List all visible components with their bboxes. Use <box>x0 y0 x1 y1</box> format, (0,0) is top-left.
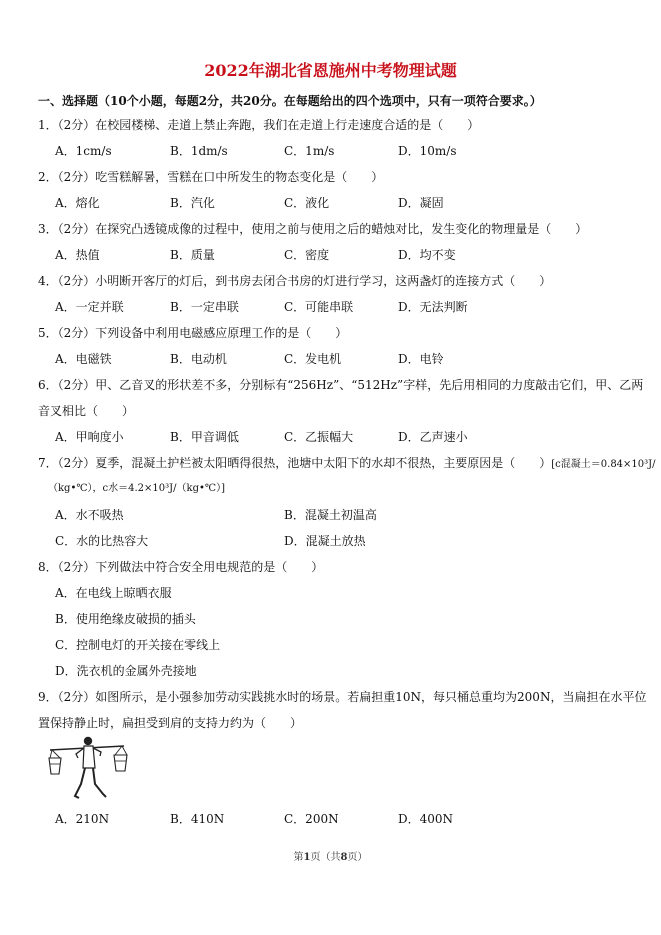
question-4-stem: 4．（2分）小明断开客厅的灯后，到书房去闭合书房的灯进行学习，这两盏灯的连接方式（ ） <box>38 274 552 288</box>
question-4-options <box>55 300 615 314</box>
question-9-stem-cont: 置保持静止时，扁担受到肩的支持力约为（ ） <box>38 716 303 730</box>
question-8-option-b-row <box>55 612 615 626</box>
question-3-options <box>55 248 615 262</box>
question-8-option-d-row <box>55 664 615 678</box>
option-a[interactable]: A．热值 <box>55 248 100 262</box>
option-d[interactable]: D．电铃 <box>398 352 444 366</box>
page-footer <box>0 848 661 863</box>
question-7-options-row1 <box>55 508 615 522</box>
footer-mid: 页（共 <box>310 852 341 863</box>
question-7-stem <box>38 456 656 472</box>
option-d[interactable]: D．洗衣机的金属外壳接地 <box>55 664 197 678</box>
question-7-constant: [c混凝土＝0.84×10³J/ <box>551 459 656 470</box>
option-a[interactable]: A．210N <box>55 812 110 826</box>
option-b[interactable]: B．使用绝缘皮破损的插头 <box>55 612 196 626</box>
question-5-options <box>55 352 615 366</box>
question-9-options <box>55 812 615 826</box>
question-7-stem-cont: （kg•℃），c水＝4.2×10³J/（kg•℃）] <box>48 483 225 494</box>
carrying-water-figure <box>48 736 128 804</box>
option-a[interactable]: A．1cm/s <box>55 144 112 158</box>
option-b[interactable]: B．质量 <box>170 248 215 262</box>
question-5-stem: 5．（2分）下列设备中利用电磁感应原理工作的是（ ） <box>38 326 348 340</box>
option-a[interactable]: A．甲响度小 <box>55 430 124 444</box>
option-a[interactable]: A．水不吸热 <box>55 508 124 522</box>
question-8-stem: 8．（2分）下列做法中符合安全用电规范的是（ ） <box>38 560 324 574</box>
question-7-options-row2 <box>55 534 615 548</box>
option-c[interactable]: C．200N <box>284 812 339 826</box>
question-1-stem: 1．（2分）在校园楼梯、走道上禁止奔跑，我们在走道上行走速度合适的是（ ） <box>38 118 480 132</box>
question-6-stem: 6．（2分）甲、乙音叉的形状差不多，分别标有“256Hz”、“512Hz”字样，先后用相同的力度敲击它们，甲、乙两 <box>38 378 644 392</box>
option-b[interactable]: B．甲音调低 <box>170 430 239 444</box>
option-b[interactable]: B．一定串联 <box>170 300 239 314</box>
option-d[interactable]: D．无法判断 <box>398 300 468 314</box>
option-d[interactable]: D．凝固 <box>398 196 444 210</box>
footer-page-number: 1 <box>303 852 311 863</box>
option-c[interactable]: C．可能串联 <box>284 300 354 314</box>
question-1-options <box>55 144 615 158</box>
option-b[interactable]: B．混凝土初温高 <box>284 508 377 522</box>
option-a[interactable]: A．在电线上晾晒衣服 <box>55 586 172 600</box>
option-a[interactable]: A．一定并联 <box>55 300 124 314</box>
question-8-option-a-row <box>55 586 615 600</box>
question-2-stem: 2．（2分）吃雪糕解暑，雪糕在口中所发生的物态变化是（ ） <box>38 170 384 184</box>
question-7-stem-text: 7．（2分）夏季，混凝土护栏被太阳晒得很热，池塘中太阳下的水却不很热，主要原因是（ ） <box>38 456 552 470</box>
option-a[interactable]: A．熔化 <box>55 196 100 210</box>
footer-total-pages: 8 <box>340 852 348 863</box>
footer-suffix: 页） <box>347 852 368 863</box>
option-c[interactable]: C．1m/s <box>284 144 335 158</box>
option-b[interactable]: B．汽化 <box>170 196 215 210</box>
option-b[interactable]: B．电动机 <box>170 352 227 366</box>
question-6-stem-cont: 音叉相比（ ） <box>38 404 135 418</box>
option-d[interactable]: D．乙声速小 <box>398 430 468 444</box>
option-c[interactable]: C．控制电灯的开关接在零线上 <box>55 638 221 652</box>
option-d[interactable]: D．混凝土放热 <box>284 534 366 548</box>
option-d[interactable]: D．400N <box>398 812 454 826</box>
page-title: 2022年湖北省恩施州中考物理试题 <box>204 61 457 80</box>
option-d[interactable]: D．10m/s <box>398 144 457 158</box>
option-c[interactable]: C．发电机 <box>284 352 342 366</box>
option-b[interactable]: B．1dm/s <box>170 144 228 158</box>
option-c[interactable]: C．水的比热容大 <box>55 534 149 548</box>
question-3-stem: 3．（2分）在探究凸透镜成像的过程中，使用之前与使用之后的蜡烛对比，发生变化的物理量是（ ） <box>38 222 588 236</box>
section-heading: 一、选择题（10个小题，每题2分，共20分。在每题给出的四个选项中，只有一项符合要求。） <box>38 94 542 108</box>
option-a[interactable]: A．电磁铁 <box>55 352 112 366</box>
option-c[interactable]: C．密度 <box>284 248 330 262</box>
option-c[interactable]: C．乙振幅大 <box>284 430 354 444</box>
option-c[interactable]: C．液化 <box>284 196 330 210</box>
option-d[interactable]: D．均不变 <box>398 248 456 262</box>
option-b[interactable]: B．410N <box>170 812 225 826</box>
footer-prefix: 第 <box>293 852 304 863</box>
question-6-options <box>55 430 615 444</box>
question-8-option-c-row <box>55 638 615 652</box>
question-9-stem: 9．（2分）如图所示，是小强参加劳动实践挑水时的场景。若扁担重10N，每只桶总重均为200N，当扁担在水平位 <box>38 690 647 704</box>
question-2-options <box>55 196 615 210</box>
